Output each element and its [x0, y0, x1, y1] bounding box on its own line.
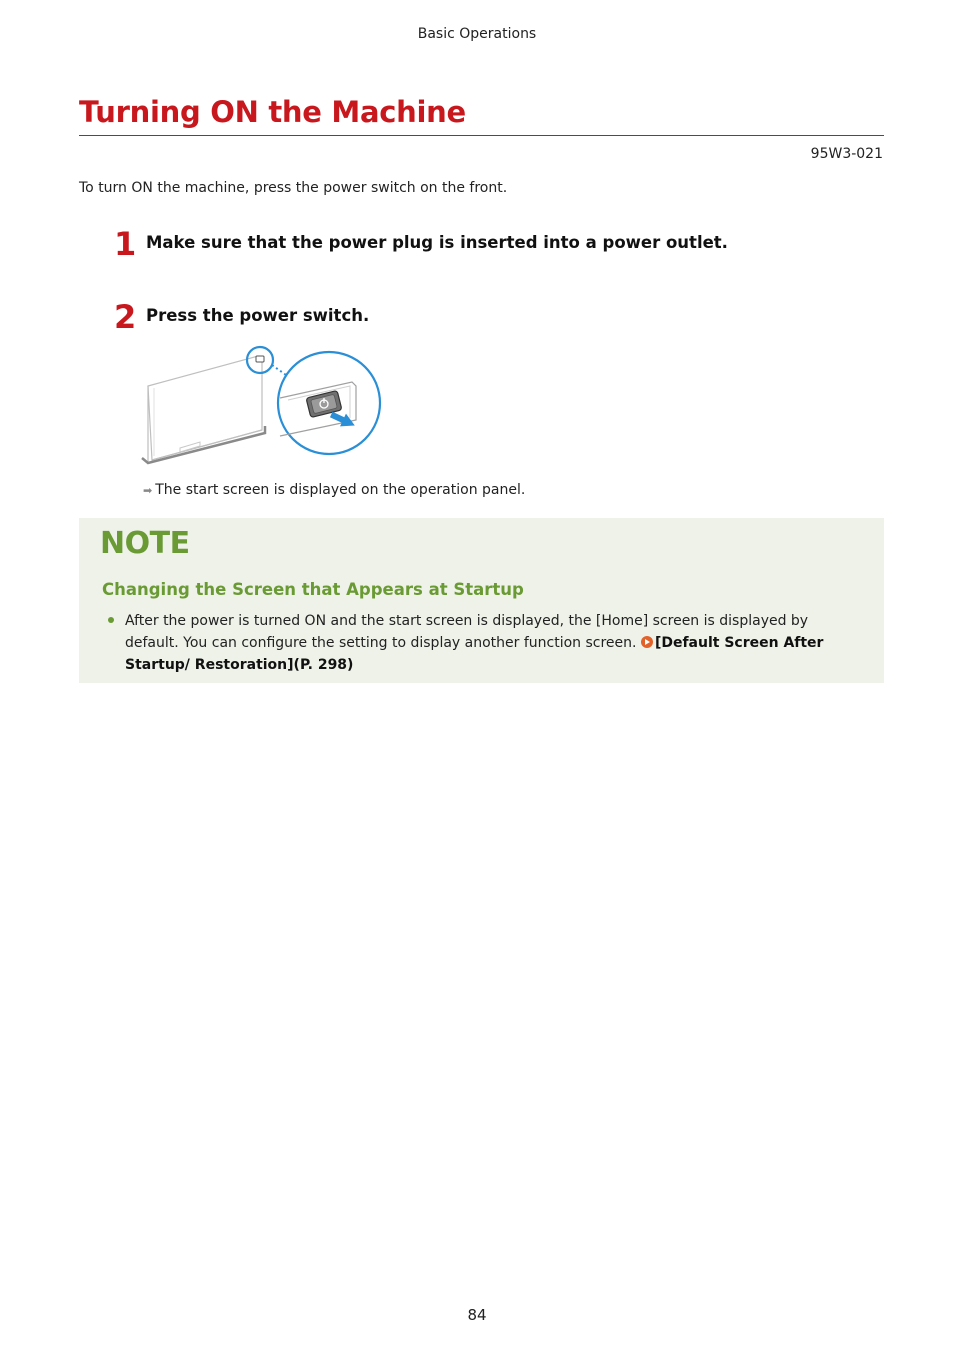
bullet-icon: [108, 617, 114, 623]
step-text-1: Make sure that the power plug is inserted into a power outlet.: [146, 233, 728, 252]
running-header: Basic Operations: [417, 26, 537, 42]
intro-text: To turn ON the machine, press the power switch on the front.: [79, 180, 508, 196]
result-arrow-icon: ➡: [143, 484, 153, 497]
default-screen-link[interactable]: [Default Screen After Startup/ Restoration](P. 298): [125, 635, 824, 673]
page-title: Turning ON the Machine: [79, 95, 466, 129]
page-number: 84: [467, 1306, 487, 1324]
step-text-2: Press the power switch.: [146, 306, 370, 325]
note-bullet: [125, 610, 865, 676]
note-bullet-text: After the power is turned ON and the start screen is displayed, the [Home] screen is displayed by default. You can configure the setting to display another function screen.: [125, 613, 809, 651]
power-switch-illustration: [140, 338, 390, 472]
link-arrow-icon: [641, 636, 653, 648]
step-number-1: 1: [114, 225, 137, 263]
title-divider: [79, 135, 884, 136]
step-number-2: 2: [114, 298, 137, 336]
note-subtitle: Changing the Screen that Appears at Startup: [102, 580, 524, 599]
document-id: 95W3-021: [810, 146, 883, 162]
result-text: The start screen is displayed on the operation panel.: [155, 482, 526, 498]
step-result: [143, 482, 525, 498]
note-label: NOTE: [100, 526, 190, 561]
